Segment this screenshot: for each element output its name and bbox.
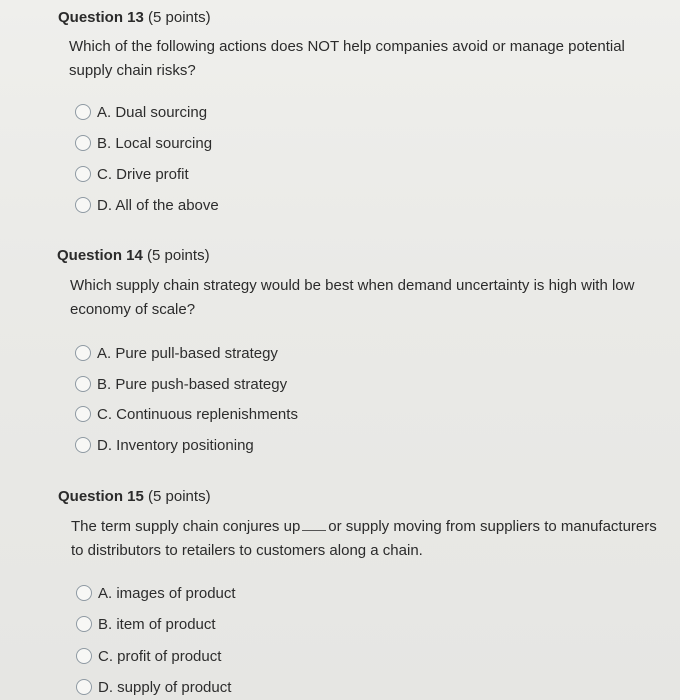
- radio-button[interactable]: [75, 376, 91, 392]
- question-13-prompt: Which of the following actions does NOT help companies avoid or manage potential supply chain risks?: [69, 38, 625, 79]
- question-14-points: (5 points): [147, 247, 210, 264]
- question-14-option-b[interactable]: [75, 372, 287, 396]
- fill-in-blank: [302, 518, 326, 531]
- radio-button[interactable]: [75, 104, 91, 120]
- question-13-option-d[interactable]: [75, 193, 219, 217]
- question-14-header: [57, 247, 210, 264]
- question-13-option-a[interactable]: [75, 100, 207, 124]
- radio-button[interactable]: [75, 406, 91, 422]
- option-label: D. All of the above: [97, 196, 219, 214]
- option-label: A. Pure pull-based strategy: [97, 344, 278, 362]
- question-15-points: (5 points): [148, 488, 211, 505]
- radio-button[interactable]: [75, 437, 91, 453]
- option-label: A. Dual sourcing: [97, 103, 208, 121]
- question-13-points: (5 points): [148, 9, 211, 26]
- question-15-header: [58, 488, 211, 505]
- question-14-prompt: Which supply chain strategy would be best when demand uncertainty is high with low economy of scale?: [70, 277, 635, 318]
- question-15-option-c[interactable]: [76, 644, 221, 668]
- radio-button[interactable]: [76, 616, 92, 632]
- question-15-prompt: [71, 515, 661, 563]
- option-label: B. item of product: [98, 615, 216, 633]
- option-label: C. Continuous replenishments: [97, 405, 298, 423]
- option-label: B. Pure push-based strategy: [97, 375, 288, 393]
- question-14-option-a[interactable]: [75, 341, 278, 365]
- prompt-text-after-blank: or supply moving from suppliers to manufacturers to distributors to retailers to customers along a chain.: [71, 518, 657, 559]
- option-label: C. Drive profit: [97, 165, 189, 183]
- radio-button[interactable]: [76, 679, 92, 695]
- radio-button[interactable]: [76, 648, 92, 664]
- question-13-header: [58, 9, 211, 26]
- question-15-option-b[interactable]: [76, 612, 216, 636]
- radio-button[interactable]: [75, 135, 91, 151]
- radio-button[interactable]: [76, 585, 92, 601]
- radio-button[interactable]: [75, 166, 91, 182]
- option-label: A. images of product: [98, 584, 236, 602]
- prompt-text-before-blank: The term supply chain conjures up: [71, 518, 301, 535]
- question-15-option-a[interactable]: [76, 581, 236, 605]
- question-13-option-b[interactable]: [75, 131, 212, 155]
- question-13-number: Question 13: [58, 9, 144, 26]
- question-14-number: Question 14: [57, 247, 143, 264]
- option-label: C. profit of product: [98, 647, 222, 665]
- question-13-option-c[interactable]: [75, 162, 189, 186]
- question-14-option-c[interactable]: [75, 402, 298, 426]
- option-label: B. Local sourcing: [97, 134, 213, 152]
- question-15-number: Question 15: [58, 488, 144, 505]
- question-14-option-d[interactable]: [75, 433, 254, 457]
- radio-button[interactable]: [75, 345, 91, 361]
- option-label: D. Inventory positioning: [97, 436, 254, 454]
- question-15-option-d[interactable]: [76, 675, 231, 699]
- option-label: D. supply of product: [98, 678, 232, 696]
- radio-button[interactable]: [75, 197, 91, 213]
